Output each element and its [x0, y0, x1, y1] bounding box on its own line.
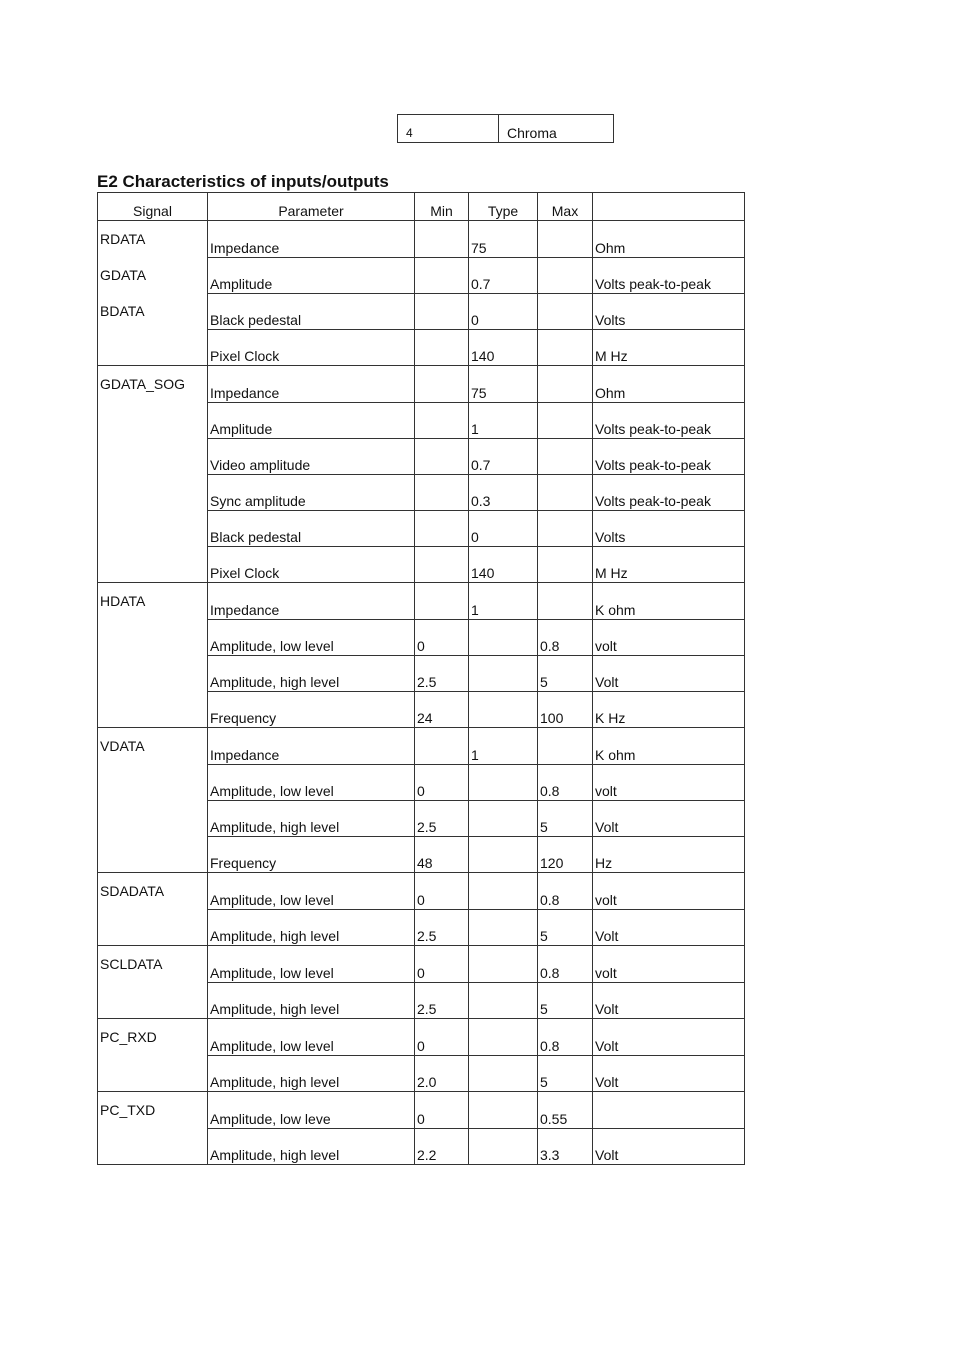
table-row — [98, 946, 745, 983]
parameter-cell: Amplitude, high level — [208, 1128, 415, 1165]
unit-cell: Volts peak-to-peak — [593, 438, 745, 474]
unit-cell: Volt — [593, 1055, 745, 1092]
type-cell: 140 — [469, 329, 538, 366]
min-cell: 48 — [415, 836, 469, 873]
type-cell — [469, 1128, 538, 1165]
min-cell — [415, 293, 469, 329]
max-cell — [538, 583, 593, 620]
max-cell: 0.8 — [538, 946, 593, 983]
unit-cell: Volt — [593, 1019, 745, 1056]
signal-cell — [98, 438, 208, 474]
unit-cell: K ohm — [593, 583, 745, 620]
header-type: Type — [469, 193, 538, 221]
top-number-cell: 4 — [398, 115, 499, 143]
type-cell — [469, 764, 538, 800]
unit-cell: M Hz — [593, 329, 745, 366]
parameter-cell: Impedance — [208, 728, 415, 765]
section-title: E2 Characteristics of inputs/outputs — [97, 172, 389, 191]
table-row — [98, 1128, 745, 1165]
max-cell: 0.8 — [538, 764, 593, 800]
signal-cell — [98, 655, 208, 691]
min-cell: 0 — [415, 619, 469, 655]
type-cell: 0 — [469, 510, 538, 546]
max-cell — [538, 402, 593, 438]
max-cell — [538, 546, 593, 583]
type-cell — [469, 836, 538, 873]
table-row — [98, 655, 745, 691]
parameter-cell: Amplitude, high level — [208, 800, 415, 836]
max-cell: 5 — [538, 1055, 593, 1092]
signal-cell — [98, 510, 208, 546]
signal-cell: SCLDATA — [98, 946, 208, 983]
type-cell — [469, 619, 538, 655]
max-cell: 5 — [538, 982, 593, 1019]
max-cell — [538, 728, 593, 765]
max-cell — [538, 438, 593, 474]
parameter-cell: Video amplitude — [208, 438, 415, 474]
parameter-cell: Sync amplitude — [208, 474, 415, 510]
min-cell: 2.5 — [415, 982, 469, 1019]
type-cell: 1 — [469, 728, 538, 765]
table-row — [98, 257, 745, 293]
table-row — [98, 800, 745, 836]
parameter-cell: Impedance — [208, 366, 415, 403]
parameter-cell: Pixel Clock — [208, 329, 415, 366]
min-cell: 2.5 — [415, 800, 469, 836]
min-cell — [415, 329, 469, 366]
signal-cell: VDATA — [98, 728, 208, 765]
signal-cell: PC_RXD — [98, 1019, 208, 1056]
top-label-cell: Chroma — [499, 115, 614, 143]
type-cell: 1 — [469, 583, 538, 620]
type-cell: 0.7 — [469, 438, 538, 474]
min-cell — [415, 474, 469, 510]
table-row — [398, 115, 614, 143]
type-cell: 0.7 — [469, 257, 538, 293]
unit-cell: Ohm — [593, 366, 745, 403]
max-cell — [538, 257, 593, 293]
max-cell: 0.55 — [538, 1092, 593, 1129]
table-row — [98, 438, 745, 474]
min-cell — [415, 221, 469, 258]
type-cell: 75 — [469, 221, 538, 258]
header-min: Min — [415, 193, 469, 221]
unit-cell: Volt — [593, 655, 745, 691]
signal-cell — [98, 800, 208, 836]
type-cell: 0 — [469, 293, 538, 329]
table-row — [98, 619, 745, 655]
header-max: Max — [538, 193, 593, 221]
min-cell: 24 — [415, 691, 469, 728]
unit-cell: M Hz — [593, 546, 745, 583]
unit-cell: Volt — [593, 909, 745, 946]
parameter-cell: Amplitude, low level — [208, 1019, 415, 1056]
unit-cell: K Hz — [593, 691, 745, 728]
signal-cell — [98, 1055, 208, 1092]
min-cell — [415, 438, 469, 474]
max-cell — [538, 329, 593, 366]
type-cell — [469, 873, 538, 910]
parameter-cell: Amplitude, low level — [208, 764, 415, 800]
header-signal: Signal — [98, 193, 208, 221]
min-cell: 0 — [415, 873, 469, 910]
table-row — [98, 982, 745, 1019]
parameter-cell: Amplitude, low level — [208, 619, 415, 655]
type-cell: 75 — [469, 366, 538, 403]
header-row — [98, 193, 745, 221]
type-cell — [469, 800, 538, 836]
type-cell — [469, 946, 538, 983]
table-row — [98, 329, 745, 366]
table-row — [98, 293, 745, 329]
table-row — [98, 510, 745, 546]
unit-cell: Volts peak-to-peak — [593, 474, 745, 510]
min-cell: 2.5 — [415, 909, 469, 946]
min-cell — [415, 546, 469, 583]
table-row — [98, 836, 745, 873]
header-parameter: Parameter — [208, 193, 415, 221]
max-cell — [538, 474, 593, 510]
signal-cell — [98, 764, 208, 800]
max-cell — [538, 510, 593, 546]
parameter-cell: Amplitude, low level — [208, 946, 415, 983]
table-row — [98, 1055, 745, 1092]
min-cell — [415, 366, 469, 403]
table-row — [98, 402, 745, 438]
unit-cell: Hz — [593, 836, 745, 873]
unit-cell: volt — [593, 619, 745, 655]
table-row — [98, 1092, 745, 1129]
min-cell: 0 — [415, 764, 469, 800]
table-row — [98, 366, 745, 403]
max-cell: 0.8 — [538, 873, 593, 910]
max-cell — [538, 366, 593, 403]
table-row — [98, 1019, 745, 1056]
header-unit — [593, 193, 745, 221]
signal-cell: HDATA — [98, 583, 208, 620]
signal-cell: PC_TXD — [98, 1092, 208, 1129]
signal-cell: GDATA — [98, 257, 208, 293]
unit-cell: Volt — [593, 1128, 745, 1165]
parameter-cell: Frequency — [208, 836, 415, 873]
min-cell: 2.2 — [415, 1128, 469, 1165]
parameter-cell: Impedance — [208, 221, 415, 258]
max-cell: 5 — [538, 800, 593, 836]
signal-cell — [98, 619, 208, 655]
max-cell: 5 — [538, 655, 593, 691]
table-row — [98, 764, 745, 800]
parameter-cell: Amplitude — [208, 402, 415, 438]
max-cell — [538, 221, 593, 258]
max-cell: 100 — [538, 691, 593, 728]
min-cell — [415, 402, 469, 438]
signal-cell — [98, 691, 208, 728]
unit-cell: Volts — [593, 293, 745, 329]
unit-cell: K ohm — [593, 728, 745, 765]
min-cell — [415, 257, 469, 293]
max-cell: 3.3 — [538, 1128, 593, 1165]
table-row — [98, 728, 745, 765]
signal-cell: GDATA_SOG — [98, 366, 208, 403]
parameter-cell: Pixel Clock — [208, 546, 415, 583]
max-cell: 120 — [538, 836, 593, 873]
unit-cell — [593, 1092, 745, 1129]
type-cell — [469, 1019, 538, 1056]
top-fragment-table — [397, 114, 614, 143]
unit-cell: volt — [593, 946, 745, 983]
type-cell: 140 — [469, 546, 538, 583]
max-cell: 0.8 — [538, 619, 593, 655]
min-cell: 0 — [415, 1019, 469, 1056]
parameter-cell: Amplitude, low level — [208, 873, 415, 910]
min-cell — [415, 510, 469, 546]
signal-cell — [98, 546, 208, 583]
signal-cell — [98, 329, 208, 366]
signal-cell: BDATA — [98, 293, 208, 329]
table-row — [98, 474, 745, 510]
max-cell: 0.8 — [538, 1019, 593, 1056]
min-cell: 0 — [415, 1092, 469, 1129]
signal-cell — [98, 982, 208, 1019]
type-cell — [469, 1092, 538, 1129]
parameter-cell: Amplitude — [208, 257, 415, 293]
io-characteristics-table — [97, 192, 745, 1165]
table-body — [98, 221, 745, 1165]
min-cell — [415, 728, 469, 765]
parameter-cell: Black pedestal — [208, 293, 415, 329]
min-cell: 0 — [415, 946, 469, 983]
parameter-cell: Amplitude, high level — [208, 909, 415, 946]
signal-cell — [98, 402, 208, 438]
unit-cell: Volt — [593, 800, 745, 836]
parameter-cell: Frequency — [208, 691, 415, 728]
type-cell — [469, 982, 538, 1019]
table-row — [98, 221, 745, 258]
unit-cell: Volt — [593, 982, 745, 1019]
signal-cell: SDADATA — [98, 873, 208, 910]
signal-cell: RDATA — [98, 221, 208, 258]
min-cell: 2.5 — [415, 655, 469, 691]
type-cell: 0.3 — [469, 474, 538, 510]
max-cell: 5 — [538, 909, 593, 946]
parameter-cell: Amplitude, high level — [208, 1055, 415, 1092]
signal-cell — [98, 836, 208, 873]
parameter-cell: Amplitude, low leve — [208, 1092, 415, 1129]
type-cell — [469, 1055, 538, 1092]
signal-cell — [98, 474, 208, 510]
unit-cell: Volts peak-to-peak — [593, 257, 745, 293]
unit-cell: Ohm — [593, 221, 745, 258]
table-row — [98, 583, 745, 620]
type-cell — [469, 655, 538, 691]
parameter-cell: Impedance — [208, 583, 415, 620]
table-row — [98, 909, 745, 946]
type-cell: 1 — [469, 402, 538, 438]
parameter-cell: Amplitude, high level — [208, 655, 415, 691]
signal-cell — [98, 1128, 208, 1165]
unit-cell: Volts — [593, 510, 745, 546]
type-cell — [469, 909, 538, 946]
parameter-cell: Black pedestal — [208, 510, 415, 546]
min-cell: 2.0 — [415, 1055, 469, 1092]
min-cell — [415, 583, 469, 620]
table-row — [98, 546, 745, 583]
table-row — [98, 873, 745, 910]
type-cell — [469, 691, 538, 728]
signal-cell — [98, 909, 208, 946]
unit-cell: Volts peak-to-peak — [593, 402, 745, 438]
max-cell — [538, 293, 593, 329]
table-row — [98, 691, 745, 728]
unit-cell: volt — [593, 764, 745, 800]
parameter-cell: Amplitude, high level — [208, 982, 415, 1019]
unit-cell: volt — [593, 873, 745, 910]
